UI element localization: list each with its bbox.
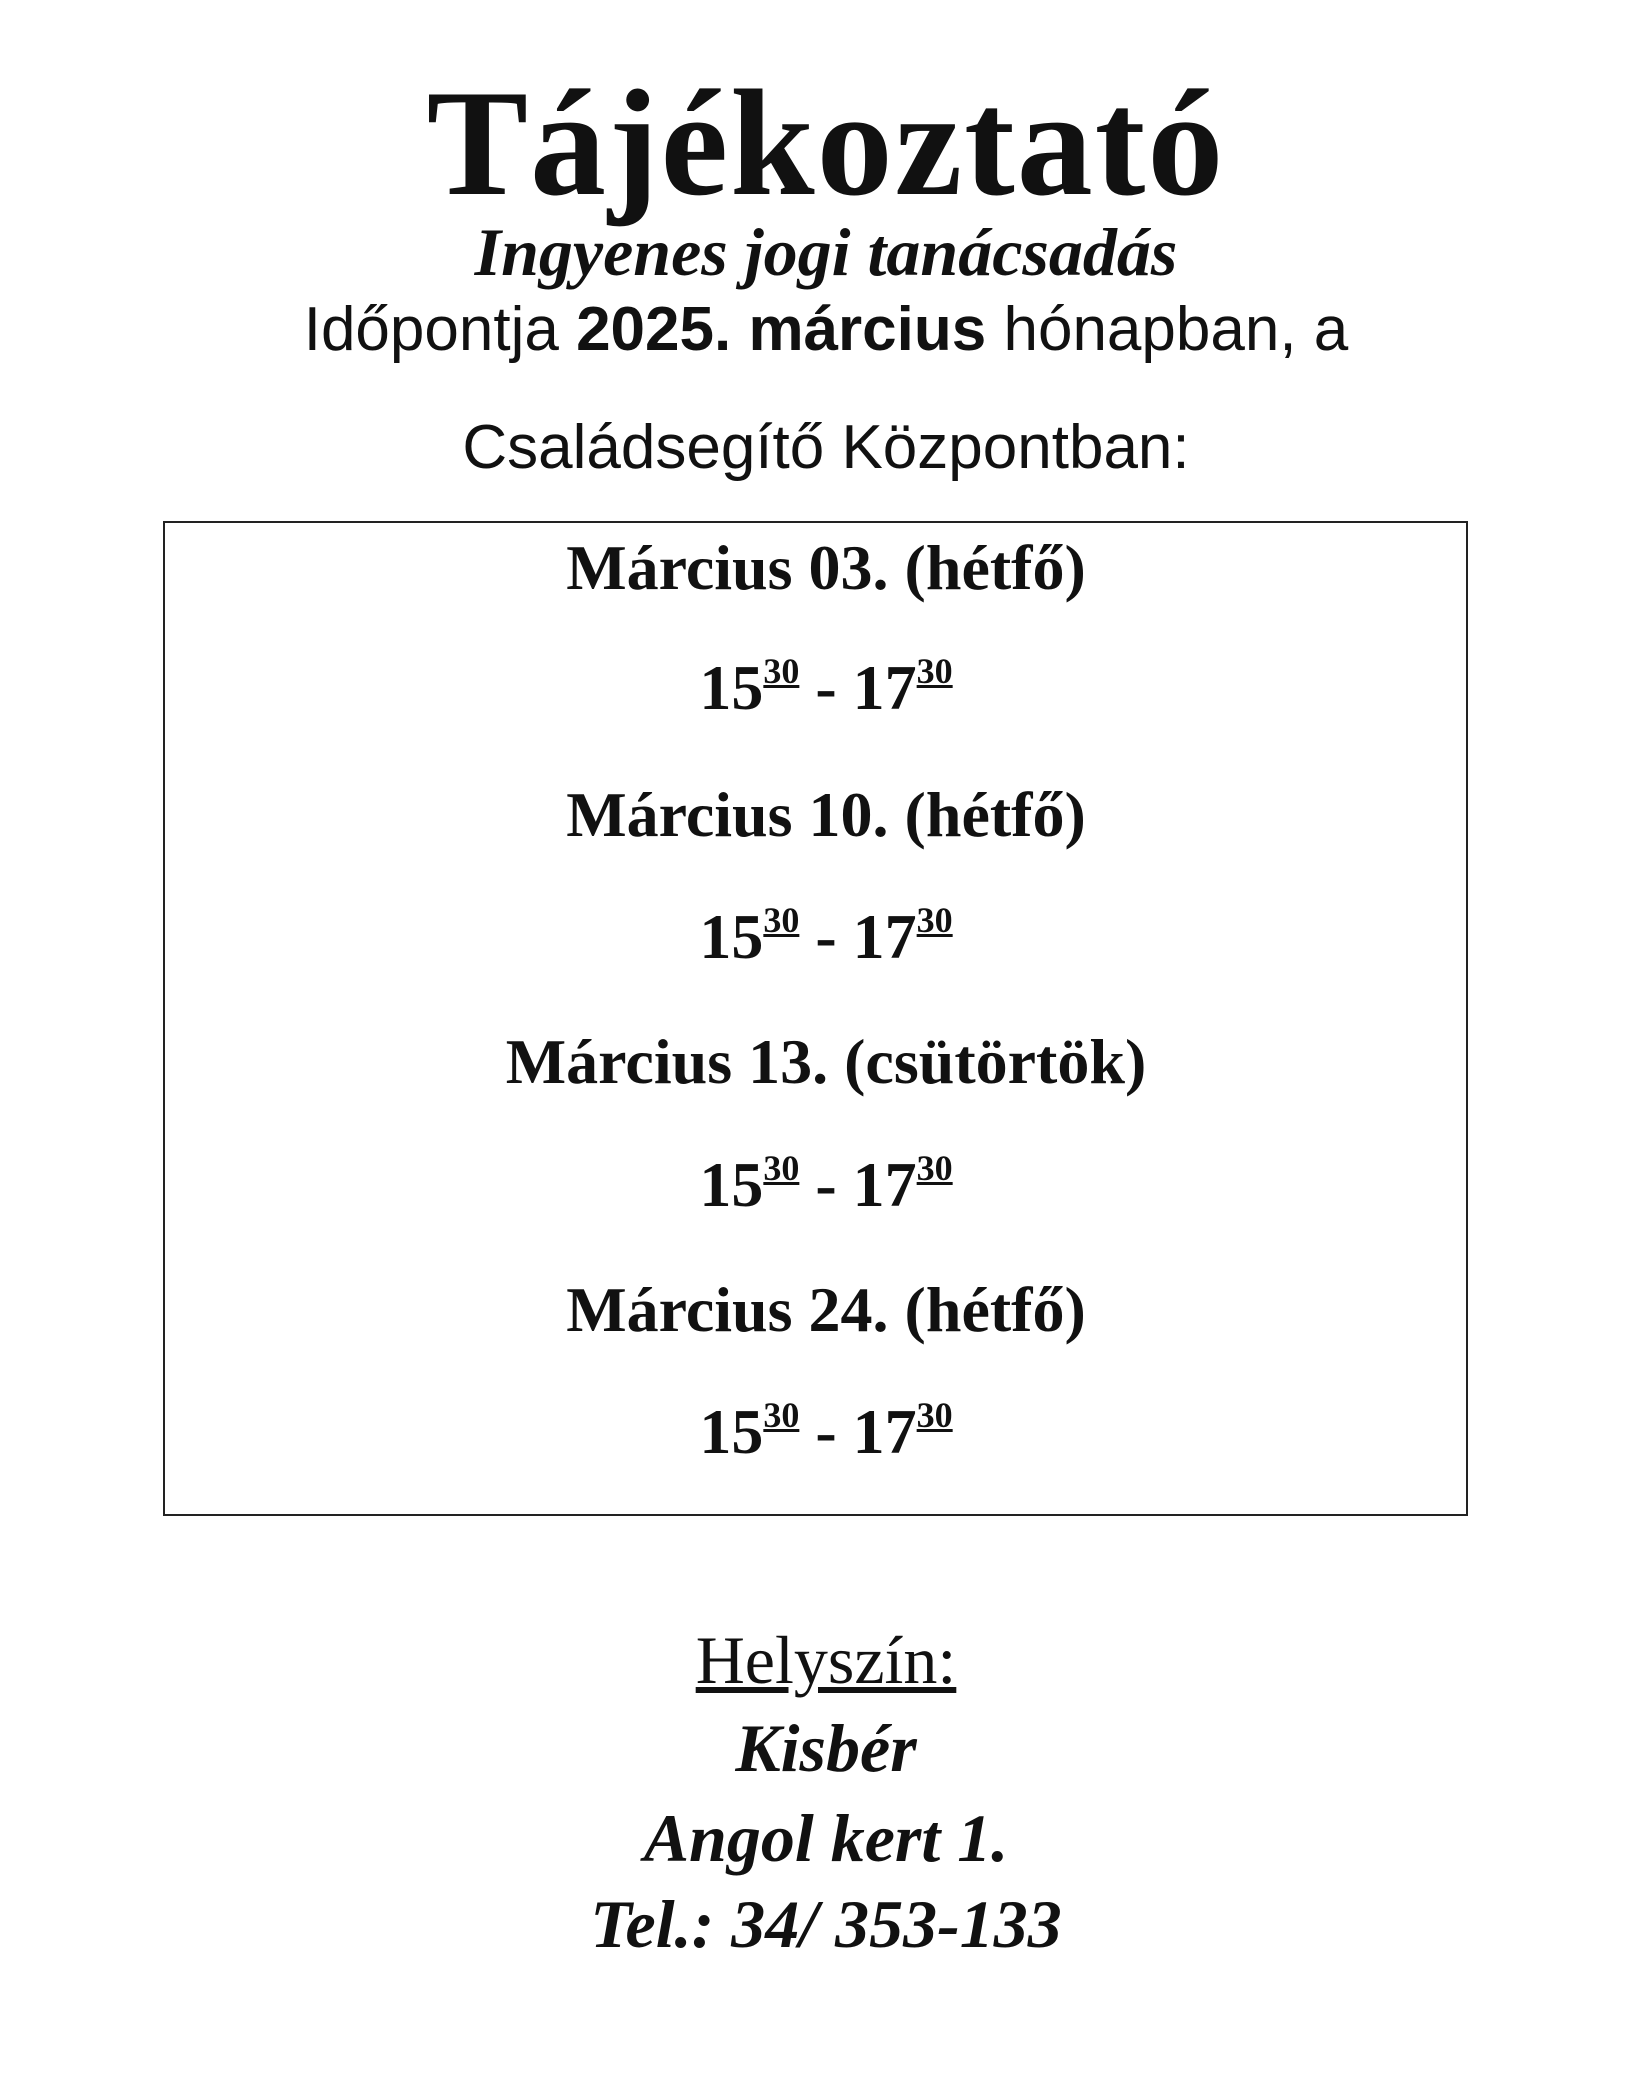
date-intro-suffix: hónapban, a — [986, 295, 1349, 364]
start-minute: 30 — [763, 1395, 800, 1435]
location-intro-line: Családsegítő Központban: — [462, 413, 1190, 482]
time-separator: - — [799, 652, 853, 723]
schedule-day-1: Március 03. (hétfő) — [566, 532, 1086, 603]
page-title: Tájékoztató — [426, 59, 1226, 227]
end-minute: 30 — [916, 1395, 953, 1435]
date-intro-month: 2025. március — [576, 295, 987, 364]
schedule-day-4: Március 24. (hétfő) — [566, 1274, 1086, 1345]
time-separator: - — [799, 901, 853, 972]
schedule-time-2 — [0, 897, 1652, 977]
venue-city: Kisbér — [735, 1710, 917, 1786]
schedule-day-2: Március 10. (hétfő) — [566, 779, 1086, 850]
time-separator: - — [799, 1396, 853, 1467]
subtitle: Ingyenes jogi tanácsadás — [474, 214, 1178, 290]
schedule-day-3: Március 13. (csütörtök) — [505, 1026, 1147, 1097]
schedule-time-3 — [0, 1145, 1652, 1225]
end-hour: 17 — [852, 652, 917, 723]
start-hour: 15 — [699, 1149, 764, 1220]
time-separator: - — [799, 1149, 853, 1220]
date-intro-line — [0, 292, 1652, 368]
venue-phone: Tel.: 34/ 353-133 — [590, 1886, 1062, 1962]
venue-street: Angol kert 1. — [643, 1800, 1009, 1876]
start-hour: 15 — [699, 652, 764, 723]
start-minute: 30 — [763, 900, 800, 940]
end-hour: 17 — [852, 1396, 917, 1467]
end-hour: 17 — [852, 901, 917, 972]
start-hour: 15 — [699, 1396, 764, 1467]
end-minute: 30 — [916, 900, 953, 940]
end-minute: 30 — [916, 651, 953, 691]
venue-label: Helyszín: — [695, 1622, 957, 1698]
date-intro-prefix: Időpontja — [303, 295, 577, 364]
schedule-time-4 — [0, 1392, 1652, 1472]
start-minute: 30 — [763, 1148, 800, 1188]
schedule-time-1 — [0, 648, 1652, 728]
start-minute: 30 — [763, 651, 800, 691]
end-hour: 17 — [852, 1149, 917, 1220]
start-hour: 15 — [699, 901, 764, 972]
end-minute: 30 — [916, 1148, 953, 1188]
